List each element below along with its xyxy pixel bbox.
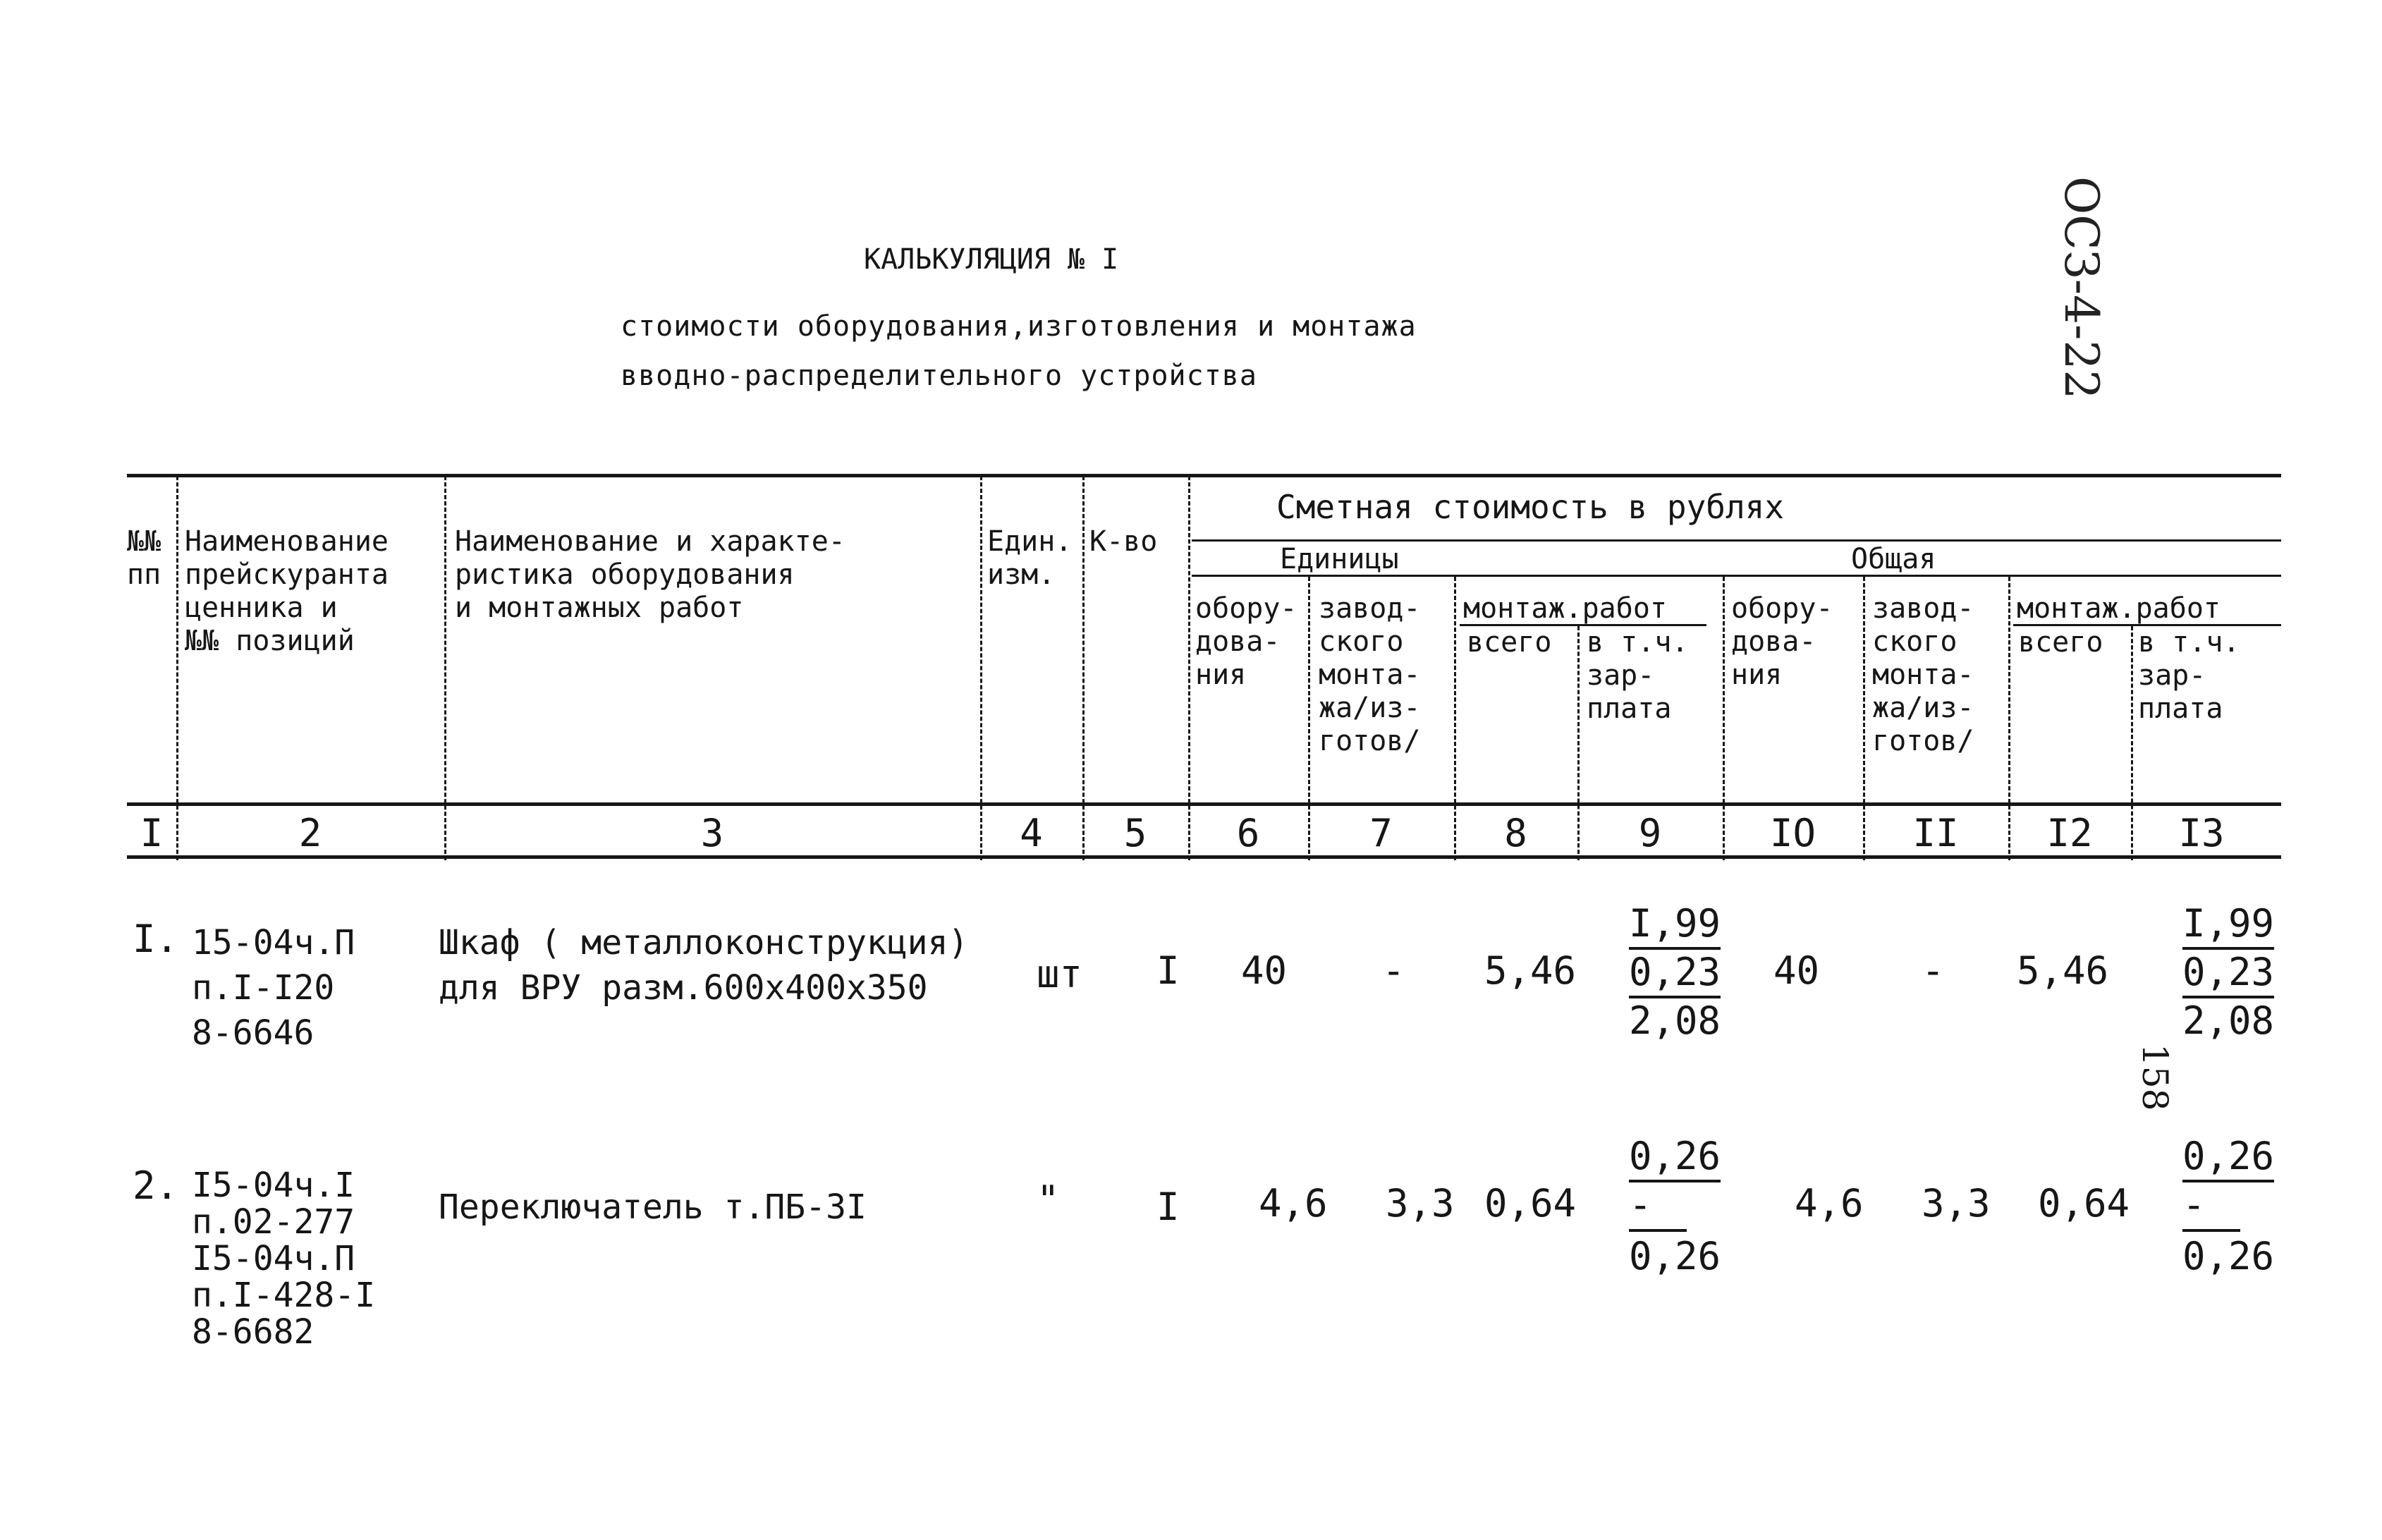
row2-install-unit: 0,64: [1484, 1181, 1577, 1226]
header-equipment-unit: обору- дова- ния: [1195, 592, 1297, 691]
row1-equip-unit: 40: [1241, 948, 1288, 993]
row2-wages-total: 0,26 - 0,26: [2182, 1134, 2275, 1278]
document-subtitle-line2: вводно-распределительного устройства: [621, 360, 1257, 392]
col-number: I: [140, 811, 164, 855]
row1-wages-total: I,99 0,23 2,08: [2182, 901, 2275, 1043]
row2-wages-unit: 0,26 - 0,26: [1629, 1134, 1721, 1278]
row2-install-total: 0,64: [2038, 1181, 2130, 1226]
numbers-bottom-rule: [127, 855, 2281, 859]
col-divider: [980, 476, 982, 860]
col-number: II: [1912, 811, 1959, 855]
header-equipment-total: обору- дова- ния: [1731, 592, 1833, 691]
cost-group-title: Сметная стоимость в рублях: [1276, 488, 1785, 526]
row2-factory-unit: 3,3: [1386, 1181, 1455, 1226]
col-number: 3: [700, 811, 724, 855]
header-col4: Един. изм.: [987, 525, 1073, 591]
table-top-rule: [127, 474, 2281, 477]
row2-name: Переключатель т.ПБ-3I: [439, 1187, 867, 1227]
row1-qty: I: [1156, 948, 1180, 993]
col-divider: [1188, 476, 1190, 860]
row1-factory-total: -: [1922, 948, 1945, 993]
header-install-all-total: всего: [2018, 626, 2103, 659]
col-divider: [1082, 476, 1085, 860]
col-number: IO: [1769, 811, 1816, 855]
header-wages-total: в т.ч. зар- плата: [2138, 626, 2240, 725]
row1-equip-total: 40: [1773, 948, 1820, 993]
header-col2: Наименование прейскуранта ценника и №№ позиций: [185, 525, 389, 657]
row1-wages-unit: I,99 0,23 2,08: [1629, 901, 1721, 1043]
row1-factory-unit: -: [1382, 948, 1405, 993]
row2-factory-total: 3,3: [1922, 1181, 1991, 1226]
header-install-all-unit: всего: [1467, 626, 1552, 659]
header-install-total: монтаж.работ: [2017, 592, 2221, 625]
col-number: 7: [1369, 811, 1393, 855]
row2-pricelist: I5-04ч.I п.02-277 I5-04ч.П п.I-428-I 8-6682: [192, 1166, 376, 1352]
col-divider: [444, 476, 446, 860]
unit-group-title: Единицы: [1280, 543, 1399, 575]
row2-unit: ": [1037, 1178, 1060, 1222]
row1-name: Шкаф ( металлоконструкция) для ВРУ разм.600х400х350: [439, 923, 969, 1008]
col-number: I3: [2178, 811, 2225, 855]
header-bottom-rule: [127, 802, 2281, 806]
row2-equip-unit: 4,6: [1259, 1181, 1328, 1226]
document-subtitle-line1: стоимости оборудования,изготовления и монтажа: [621, 310, 1417, 343]
row1-pricelist: 15-04ч.П п.I-I20 8-6646: [192, 923, 355, 1053]
col-number: I2: [2046, 811, 2093, 855]
row2-qty: I: [1156, 1185, 1180, 1229]
col-number: 9: [1638, 811, 1662, 855]
total-group-title: Общая: [1851, 543, 1936, 575]
header-install-unit: монтаж.работ: [1463, 592, 1667, 625]
col-number: 6: [1236, 811, 1260, 855]
document-title: КАЛЬКУЛЯЦИЯ № I: [864, 243, 1119, 276]
row1-install-unit: 5,46: [1484, 948, 1577, 993]
header-col1: №№ пп: [127, 525, 161, 591]
header-factory-unit: завод- ского монта- жа/из- готов/: [1319, 592, 1421, 757]
sheet-code: ОСЗ-4-22: [2054, 176, 2108, 400]
row1-unit: шт: [1037, 952, 1083, 996]
col-divider: [176, 476, 178, 860]
row2-equip-total: 4,6: [1795, 1181, 1864, 1226]
col-number: 4: [1020, 811, 1043, 855]
row1-install-total: 5,46: [2017, 948, 2109, 993]
col-number: 5: [1123, 811, 1147, 855]
page-number: 158: [2134, 1044, 2175, 1111]
header-col3: Наименование и характе- ристика оборудования и монтажных работ: [455, 525, 845, 624]
col-number: 8: [1504, 811, 1527, 855]
header-col5: К-во: [1089, 525, 1158, 558]
row2-no: 2.: [133, 1163, 179, 1208]
row1-no: I.: [133, 917, 179, 961]
header-factory-total: завод- ского монта- жа/из- готов/: [1872, 592, 1974, 757]
header-wages-unit: в т.ч. зар- плата: [1587, 626, 1689, 725]
col-number: 2: [298, 811, 322, 855]
cost-group-rule: [1192, 539, 2281, 542]
